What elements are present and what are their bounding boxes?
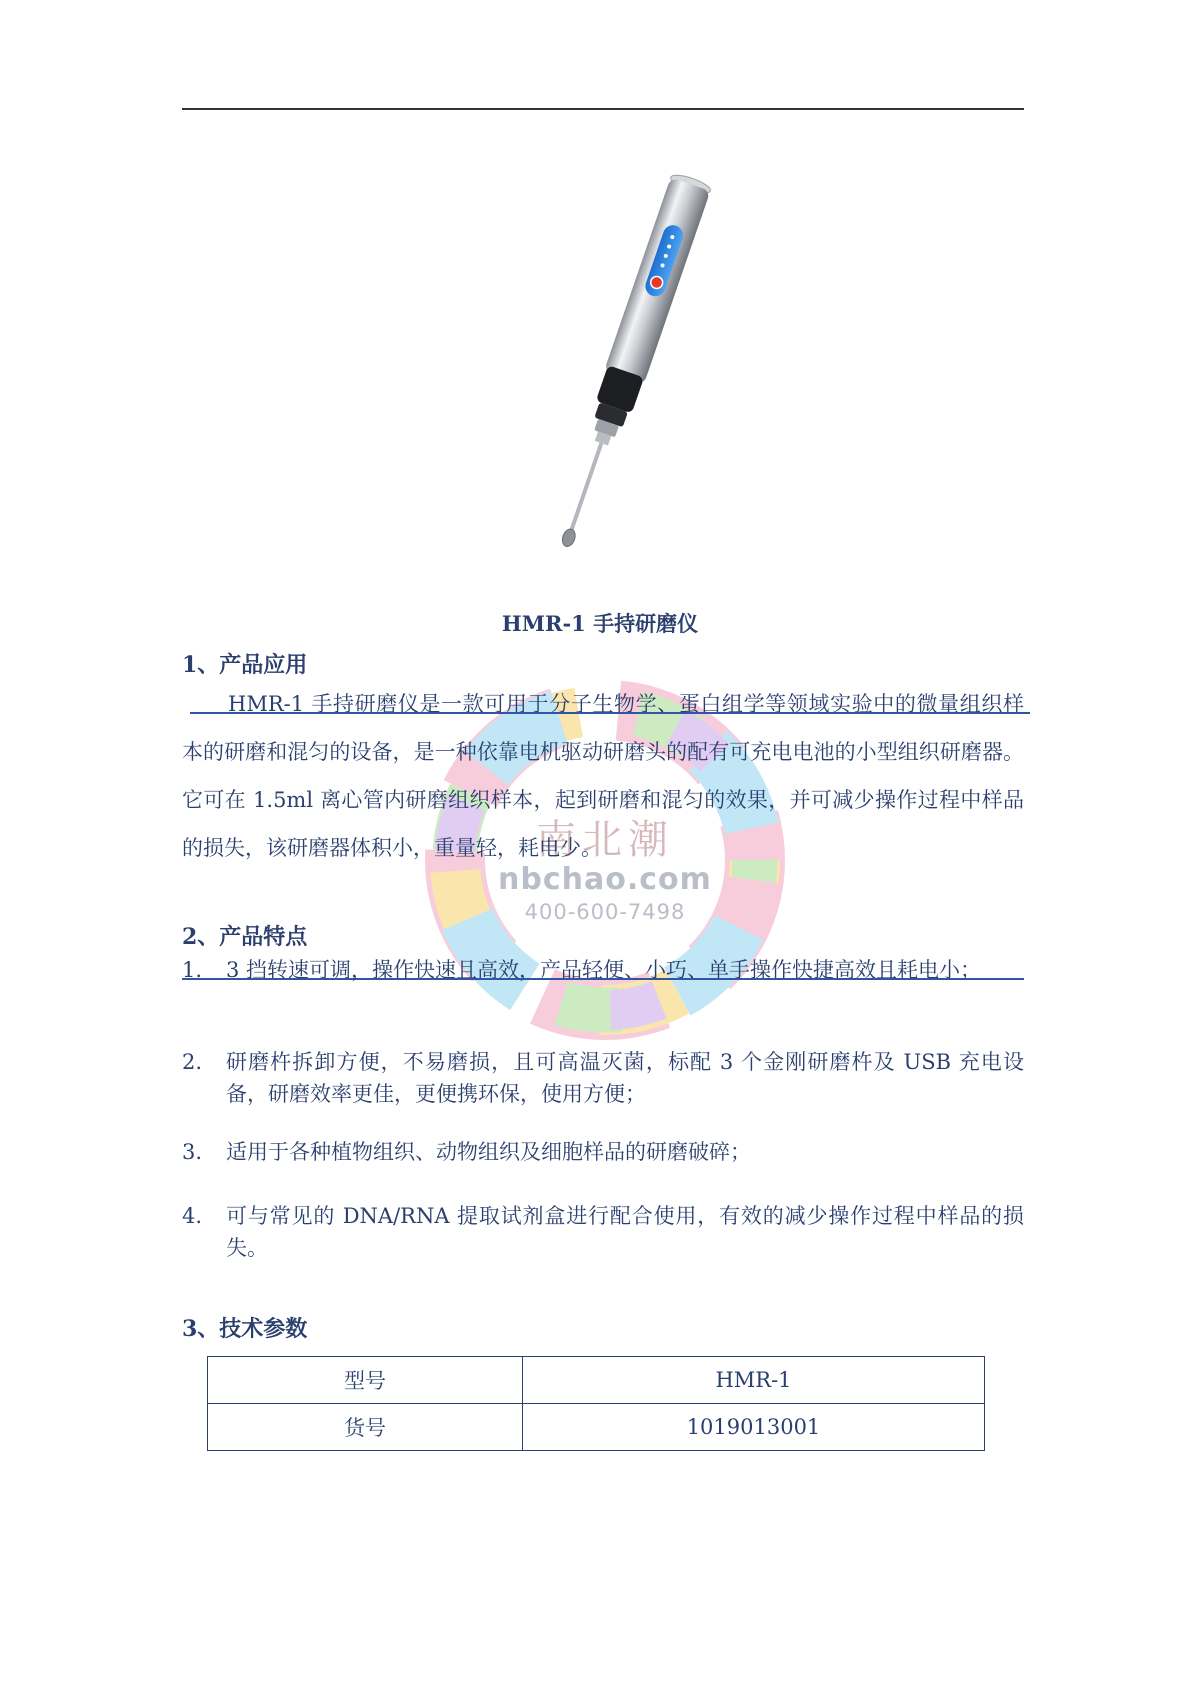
feature-item-3	[182, 1136, 1024, 1168]
section-heading-specs: 3、技术参数	[182, 1316, 308, 1342]
header-rule	[182, 108, 1024, 110]
annotation-underline	[190, 712, 1030, 714]
feature-number: 1.	[182, 958, 203, 982]
watermark-brand-en: nbchao.com	[498, 862, 712, 897]
section-heading-features: 2、产品特点	[182, 924, 308, 950]
handheld-grinder-illustration	[520, 160, 740, 565]
spec-value: HMR-1	[523, 1357, 985, 1404]
feature-text: 适用于各种植物组织、动物组织及细胞样品的研磨破碎；	[226, 1140, 751, 1164]
watermark-brand-cn: 南北潮	[536, 817, 674, 863]
feature-item-4	[182, 1200, 1024, 1264]
spec-table	[207, 1356, 985, 1451]
feature-number: 3.	[182, 1140, 203, 1164]
application-paragraph: HMR-1 手持研磨仪是一款可用于分子生物学、蛋白组学等领域实验中的微量组织样本的研磨和混匀的设备，是一种依靠电机驱动研磨头的配有可充电电池的小型组织研磨器。它可在 1.5ml 离心管内研磨组织样本，起到研磨和混匀的效果，并可减少操作过程中样品的损失，该研磨器体积小，重量轻，耗电少。	[182, 692, 1024, 860]
table-row	[208, 1404, 985, 1451]
spec-key: 货号	[208, 1404, 523, 1451]
annotation-underline	[182, 978, 1024, 980]
feature-text: 3 挡转速可调，操作快速且高效，产品轻便、小巧、单手操作快捷高效且耗电小；	[226, 958, 982, 982]
watermark-phone: 400-600-7498	[524, 900, 686, 924]
feature-text: 研磨杵拆卸方便，不易磨损，且可高温灭菌，标配 3 个金刚研磨杵及 USB 充电设备，研磨效率更佳，更便携环保，使用方便；	[226, 1050, 1024, 1106]
feature-item-1	[182, 954, 1024, 986]
section-heading-application: 1、产品应用	[182, 652, 308, 678]
feature-number: 4.	[182, 1204, 203, 1228]
feature-text: 可与常见的 DNA/RNA 提取试剂盒进行配合使用，有效的减少操作过程中样品的损失。	[226, 1204, 1024, 1260]
spec-key: 型号	[208, 1357, 523, 1404]
spec-value: 1019013001	[523, 1404, 985, 1451]
feature-item-2	[182, 1046, 1024, 1110]
product-title: HMR-1 手持研磨仪	[501, 611, 699, 636]
feature-number: 2.	[182, 1050, 203, 1074]
table-row	[208, 1357, 985, 1404]
